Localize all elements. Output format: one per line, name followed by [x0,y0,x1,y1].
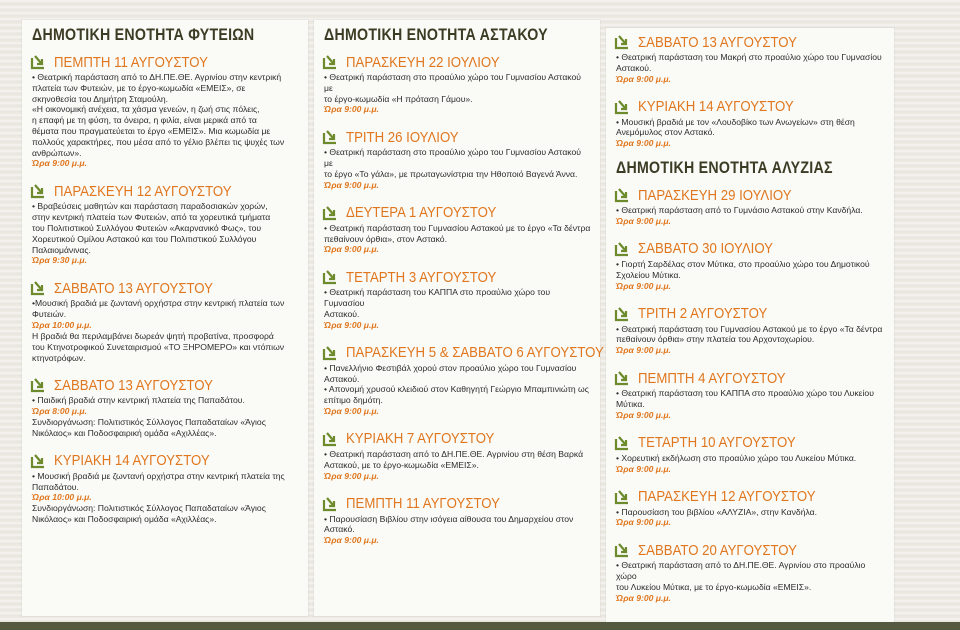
event-description: • Θεατρική παράσταση του Μακρή στο προαύλιο χώρο του Γυμνασίου [616,52,882,62]
event-time: Ώρα 9:00 μ.μ. [324,535,379,546]
check-arrow-icon [30,377,48,393]
event-date: ΣΑΒΒΑΤΟ 13 ΑΥΓΟΥΣΤΟΥ [638,33,797,51]
column-fyteion [22,20,308,616]
event-list [614,32,886,149]
check-arrow-icon [322,205,340,221]
event-item [614,32,886,85]
check-arrow-icon [322,431,340,447]
event-description: πλατεία των Φυτειών, με το έργο-κωμωδία «ΕΜΕΙΣ», σε [32,82,246,93]
event-time: Ώρα 9:00 μ.μ. [32,158,87,169]
event-description: Παπαδάτου. [32,481,79,492]
event-description: η επαφή με τη φύση, τα όνειρα, η φιλία, είναι μερικά από τα [32,115,257,126]
event-item [322,203,592,256]
check-arrow-icon [322,54,340,70]
event-header [614,433,886,453]
event-time: Ώρα 8:00 μ.μ. [32,406,87,417]
event-item [322,494,592,547]
event-header [322,267,592,287]
event-description: το έργο-κωμωδία «Η πρόταση Γάμου». [324,93,473,104]
event-date: ΣΑΒΒΑΤΟ 20 ΑΥΓΟΥΣΤΟΥ [638,541,797,559]
event-list [30,52,300,525]
event-time: Ώρα 9:00 μ.μ. [324,244,379,255]
event-description: • Θεατρική παράσταση του Γυμνασίου Αστακού με το έργο «Τα δέντρα [616,323,883,334]
event-header [614,540,886,560]
bottom-bar [0,622,960,630]
event-description: • Θεατρική παράσταση του ΚΑΠΠΑ στο προαύλιο χώρο του Γυμνασίου [324,287,551,309]
event-description: Αστακού. [324,373,360,384]
event-date: ΠΑΡΑΣΚΕΥΗ 29 ΙΟΥΛΙΟΥ [638,186,792,204]
event-item [30,451,300,525]
column-astakou [314,20,604,616]
check-arrow-icon [322,269,340,285]
event-time: Ώρα 9:00 μ.μ. [616,73,671,84]
event-description: «Η οικονομική ανέχεια, τα χάσμα γενεών, η ζωή στις πόλεις, [32,104,260,115]
event-header [614,487,886,507]
event-description: Αστακό. [324,524,355,535]
event-header [30,375,300,395]
event-time: Ώρα 9:00 μ.μ. [616,215,671,226]
event-description: επίτιμο δημότη. [324,395,383,406]
check-arrow-icon [322,345,340,361]
event-description: πεθαίνουν όρθια», στον Αστακό. [324,233,447,244]
event-date: ΚΥΡΙΑΚΗ 14 ΑΥΓΟΥΣΤΟΥ [54,452,210,470]
event-time: Ώρα 10:00 μ.μ. [32,319,92,330]
event-list [322,52,604,546]
check-arrow-icon [614,241,632,257]
event-header [30,181,300,201]
event-description: • Θεατρική παράσταση στο προαύλιο χώρο του Γυμνασίου Αστακού με [324,72,581,93]
section-title: ΔΗΜΟΤΙΚΗ ΕΝΟΤΗΤΑ ΑΣΤΑΚΟΥ [324,26,548,44]
event-description: Αστακού. [616,62,652,73]
event-description: το έργο «Το γάλα», με πρωταγωνίστρια την Ηθοποιό Βαγενά Άννα. [324,168,578,179]
check-arrow-icon [614,435,632,451]
event-date: ΣΑΒΒΑΤΟ 13 ΑΥΓΟΥΣΤΟΥ [54,279,213,297]
event-time: Ώρα 9:00 μ.μ. [616,409,671,420]
event-item [614,487,886,529]
event-date: ΤΕΤΑΡΤΗ 10 ΑΥΓΟΥΣΤΟΥ [638,434,796,452]
event-date: ΔΕΥΤΕΡΑ 1 ΑΥΓΟΥΣΤΟΥ [346,204,497,222]
event-description: ανθρώπων». [32,147,82,158]
event-time: Ώρα 9:00 μ.μ. [616,345,671,356]
event-header [614,32,886,52]
event-description: Παλαιομάνινας. [32,244,91,255]
event-item [614,433,886,475]
event-description: • Μουσική βραδιά με ζωντανή ορχήστρα στην κεντρική πλατεία της [32,470,285,481]
event-item [30,181,300,266]
event-description: πεθαίνουν όρθια» στην πλατεία του Αρχοντοχωρίου. [616,334,815,345]
check-arrow-icon [30,183,48,199]
event-item [30,375,300,438]
event-time: Ώρα 9:00 μ.μ. [616,517,671,528]
event-description: στην κεντρική πλατεία των Φυτειών, από τα χορευτικά τμήματα [32,212,271,223]
event-time: Ώρα 9:00 μ.μ. [616,463,671,474]
event-description: Αστακού, με το έργο-κωμωδία «ΕΜΕΙΣ». [324,459,479,470]
event-description: •Μουσική βραδιά με ζωντανή ορχήστρα στην κεντρική πλατεία των [32,298,285,309]
event-time: Ώρα 9:00 μ.μ. [324,470,379,481]
event-date: ΠΑΡΑΣΚΕΥΗ 12 ΑΥΓΟΥΣΤΟΥ [638,488,816,506]
event-description: • Θεατρική παράσταση στο προαύλιο χώρο του Γυμνασίου Αστακού με [324,147,581,169]
column-astakou-alyzias [606,28,894,624]
event-date: ΠΕΜΠΤΗ 4 ΑΥΓΟΥΣΤΟΥ [638,369,786,387]
event-date: ΠΑΡΑΣΚΕΥΗ 12 ΑΥΓΟΥΣΤΟΥ [54,182,232,200]
event-time: Ώρα 9:30 μ.μ. [32,255,87,266]
check-arrow-icon [322,496,340,512]
event-description: του Πολιτιστικού Συλλόγου Φυτειών «Ακαρνανικό Φως», του [32,222,262,233]
event-header [322,343,604,363]
event-time: Ώρα 9:00 μ.μ. [324,179,379,190]
event-note: Νικόλαος» και Ποδοσφαιρική ομάδα «Αχιλλέας». [32,427,217,438]
event-item [30,278,300,363]
event-item [322,343,604,417]
check-arrow-icon [30,280,48,296]
event-time: Ώρα 9:00 μ.μ. [324,104,379,115]
event-date: ΤΡΙΤΗ 26 ΙΟΥΛΙΟΥ [346,128,459,146]
section-title: ΔΗΜΟΤΙΚΗ ΕΝΟΤΗΤΑ ΑΛΥΖΙΑΣ [616,159,833,178]
check-arrow-icon [614,489,632,505]
event-list [614,185,886,604]
event-item [322,52,592,115]
event-description: του Λυκείου Μύτικα, με το έργο-κωμωδία «ΕΜΕΙΣ». [616,581,812,592]
event-time: Ώρα 9:00 μ.μ. [616,280,671,291]
event-date: ΤΡΙΤΗ 2 ΑΥΓΟΥΣΤΟΥ [638,305,768,323]
event-description: • Θεατρική παράσταση από το Γυμνάσιο Αστακού στην Κανδήλα. [616,205,863,216]
event-description: Σχολείου Μύτικα. [616,269,681,280]
event-date: ΚΥΡΙΑΚΗ 7 ΑΥΓΟΥΣΤΟΥ [346,430,495,448]
event-description: • Θεατρική παράσταση του ΚΑΠΠΑ στο προαύλιο χώρο του Λυκείου [616,388,874,399]
event-header [30,451,300,471]
section-title: ΔΗΜΟΤΙΚΗ ΕΝΟΤΗΤΑ ΦΥΤΕΙΩΝ [32,26,255,44]
event-description: • Θεατρική παράσταση από το ΔΗ.ΠΕ.ΘΕ. Αγρινίου στη θέση Βαρκά [324,448,584,459]
check-arrow-icon [30,453,48,469]
event-description: • Παιδική βραδιά στην κεντρική πλατεία της Παπαδάτου. [32,395,245,406]
event-description: • Απονομή χρυσού κλειδιού στον Καθηγητή Γεώργιο Μπαμπινιώτη ως [324,384,589,395]
event-description: • Θεατρική παράσταση από το ΔΗ.ΠΕ.ΘΕ. Αγρινίου στο προαύλιο χώρο [616,560,866,582]
event-description: • Θεατρική παράσταση του Γυμνασίου Αστακού με το έργο «Τα δέντρα [324,222,591,233]
event-description: • Μουσική βραδιά με τον «Λουδοβίκο των Ανωγείων» στη θέση [616,116,855,127]
event-header [30,52,300,72]
event-header [614,97,886,117]
event-time: Ώρα 9:00 μ.μ. [324,405,379,416]
event-header [322,52,592,72]
event-description: Φυτειών. [32,309,67,320]
event-note: του Κτηνοτροφικού Συνεταιρισμού «ΤΟ ΞΗΡΟΜΕΡΟ» και ντόπιων [32,341,285,352]
event-header [614,185,886,205]
event-note: Συνδιοργάνωση: Πολιτιστικός Σύλλογος Παπαδαταίων «Άγιος [32,417,266,428]
event-item [614,368,886,421]
event-description: Ανεμόμυλος στον Αστακό. [616,127,715,138]
event-item [614,540,886,603]
event-date: ΠΕΜΠΤΗ 11 ΑΥΓΟΥΣΤΟΥ [54,53,208,71]
event-header [30,278,300,298]
event-date: ΣΑΒΒΑΤΟ 13 ΑΥΓΟΥΣΤΟΥ [54,376,213,394]
event-item [614,304,886,357]
event-description: θέματα που πραγματεύεται το έργο «ΕΜΕΙΣ». Μια κωμωδία με [32,125,271,136]
event-header [322,429,592,449]
event-time: Ώρα 9:00 μ.μ. [324,319,379,330]
event-item [322,429,592,482]
event-note: Συνδιοργάνωση: Πολιτιστικός Σύλλογος Παπαδαταίων «Άγιος [32,503,266,514]
event-item [30,52,300,169]
event-description: • Γιορτή Σαρδέλας στον Μύτικα, στο προαύλιο χώρο του Δημοτικού [616,258,870,269]
event-time: Ώρα 10:00 μ.μ. [32,492,92,503]
event-description: • Βραβεύσεις μαθητών και παράσταση παραδοσιακών χορών, [32,201,268,212]
event-description: Αστακού. [324,308,360,319]
event-date: ΠΑΡΑΣΚΕΥΗ 22 ΙΟΥΛΙΟΥ [346,53,500,71]
event-description: • Χορευτική εκδήλωση στο προαύλιο χώρο του Λυκείου Μύτικα. [616,452,857,463]
event-description: Μύτικα. [616,398,645,409]
event-item [614,239,886,292]
event-header [614,368,886,388]
event-description: • Πανελλήνιο Φεστιβάλ χορού στον προαύλιο χώρο του Γυμνασίου [324,362,577,373]
check-arrow-icon [614,542,632,558]
event-header [614,304,886,324]
event-date: ΤΕΤΑΡΤΗ 3 ΑΥΓΟΥΣΤΟΥ [346,268,497,286]
event-description: Χορευτικού Ομίλου Αστακού και του Πολιτιστικού Συλλόγου [32,233,257,244]
event-header [322,203,592,223]
event-time: Ώρα 9:00 μ.μ. [616,592,671,603]
event-description: • Παρουσίαση Βιβλίου στην ισόγεια αίθουσα του Δημαρχείου στον [324,513,574,524]
event-item [322,127,592,190]
event-date: ΣΑΒΒΑΤΟ 30 ΙΟΥΛΙΟΥ [638,240,773,258]
event-description: πολλούς χαρακτήρες, που μέσα από το γέλιο βλέπει τις ψυχές των [32,136,285,147]
check-arrow-icon [30,54,48,70]
event-date: ΠΑΡΑΣΚΕΥΗ 5 & ΣΑΒΒΑΤΟ 6 ΑΥΓΟΥΣΤΟΥ [346,344,604,362]
event-note: Η βραδιά θα περιλαμβάνει δωρεάν ψητή προβατίνα, προσφορά [32,330,274,341]
check-arrow-icon [614,306,632,322]
event-description: • Θεατρική παράσταση από το ΔΗ.ΠΕ.ΘΕ. Αγρινίου στην κεντρική [32,72,282,82]
event-description: σκηνοθεσία του Δημήτρη Σταμούλη. [32,93,169,104]
event-date: ΚΥΡΙΑΚΗ 14 ΑΥΓΟΥΣΤΟΥ [638,98,794,116]
event-note: κτηνοτρόφων. [32,352,86,363]
event-item [322,267,592,330]
event-header [322,494,592,514]
check-arrow-icon [614,34,632,50]
event-header [322,127,592,147]
event-note: Νικόλαος» και Ποδοσφαιρική ομάδα «Αχιλλέας». [32,514,217,525]
check-arrow-icon [322,129,340,145]
event-header [614,239,886,259]
check-arrow-icon [614,370,632,386]
event-item [614,97,886,150]
event-time: Ώρα 9:00 μ.μ. [616,138,671,149]
event-description: • Παρουσίαση του βιβλίου «ΑΛΥΖΙΑ», στην Κανδήλα. [616,506,818,517]
check-arrow-icon [614,99,632,115]
event-date: ΠΕΜΠΤΗ 11 ΑΥΓΟΥΣΤΟΥ [346,495,500,513]
event-item [614,185,886,227]
check-arrow-icon [614,187,632,203]
